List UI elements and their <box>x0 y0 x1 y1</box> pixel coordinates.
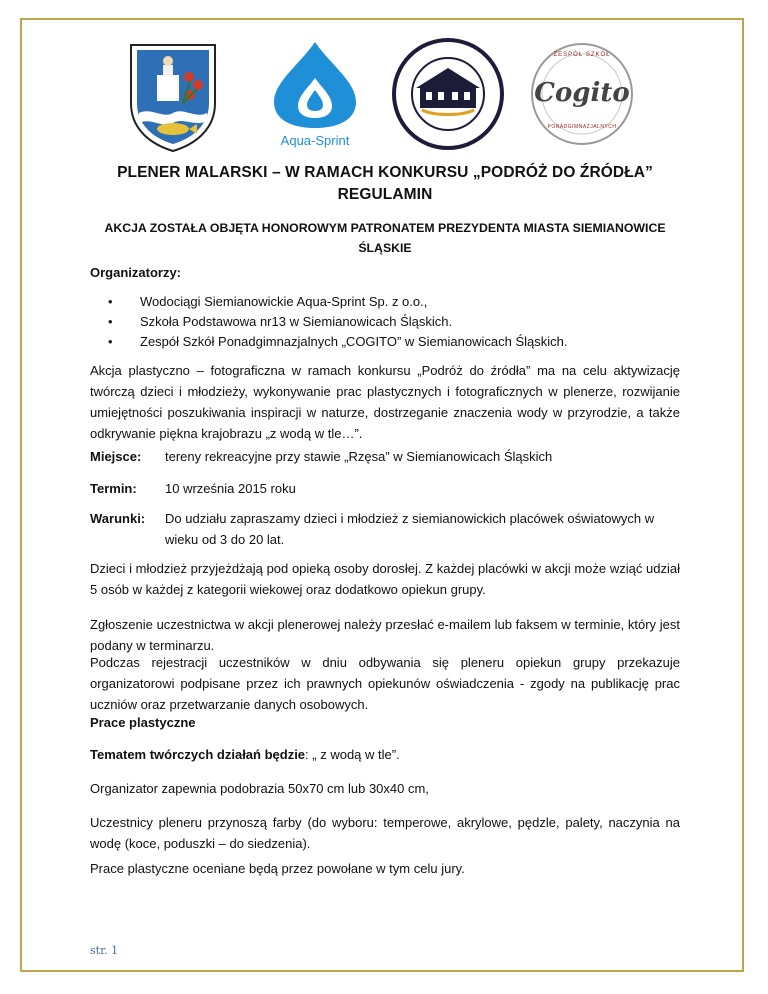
list-item: • Szkoła Podstawowa nr13 w Siemianowicach Śląskich. <box>108 312 567 332</box>
patronage-notice <box>90 218 680 258</box>
terms-label: Warunki: <box>90 511 146 526</box>
jury-paragraph: Prace plastyczne oceniane będą przez powołane w tym celu jury. <box>90 861 465 876</box>
page-number: str. 1 <box>90 944 119 957</box>
canvas-paragraph: Organizator zapewnia podobrazia 50x70 cm lub 30x40 cm, <box>90 781 429 796</box>
list-item: • Zespół Szkół Ponadgimnazjalnych „COGITO” w Siemianowicach Śląskich. <box>108 332 567 352</box>
cogito-ring-bottom: PONADGIMNAZJALNYCH <box>547 124 617 130</box>
cogito-ring-top: ZESPÓŁ SZKÓŁ <box>553 52 611 58</box>
coat-of-arms-logo <box>127 41 219 153</box>
cogito-logo <box>528 40 636 148</box>
aqua-sprint-logo <box>260 38 370 150</box>
place-value: tereny rekreacyjne przy stawie „Rzęsa” w Siemianowicach Śląskich <box>165 449 553 464</box>
theme-paragraph <box>90 744 680 765</box>
aqua-sprint-label: Aqua-Sprint <box>280 133 350 148</box>
supplies-paragraph: Uczestnicy pleneru przynoszą farby (do wyboru: temperowe, akrylowe, pędzle, palety, naczynia na wodę (koce, poduszki – do siedzenia). <box>90 815 680 851</box>
theme-label: Tematem twórczych działań będzie <box>90 747 306 762</box>
organizers-heading: Organizatorzy: <box>90 265 182 280</box>
guardian-paragraph: Dzieci i młodzież przyjeżdżają pod opieką osoby dorosłej. Z każdej placówki w akcji może wziąć udział 5 osób w każdej z kategorii wiekowej oraz dodatkowo opiekun grupy. <box>90 561 680 597</box>
terms-value: Do udziału zapraszamy dzieci i młodzież z siemianowickich placówek oświatowych w wieku od 3 do 20 lat. <box>165 511 655 547</box>
cogito-wordmark: Cogito <box>534 78 630 108</box>
date-label: Termin: <box>90 481 137 496</box>
water-drop-icon <box>260 38 370 130</box>
document-title: PLENER MALARSKI – W RAMACH KONKURSU „PODRÓŻ DO ŹRÓDŁA” <box>117 164 653 181</box>
registration-paragraph: Zgłoszenie uczestnictwa w akcji plenerowej należy przesłać e-mailem lub faksem w terminie, który jest podany w terminarzu. <box>90 617 680 653</box>
place-label: Miejsce: <box>90 449 142 464</box>
list-item: • Wodociągi Siemianowickie Aqua-Sprint Sp. z o.o., <box>108 292 567 312</box>
organizers-list <box>108 292 567 352</box>
document-subtitle: REGULAMIN <box>337 186 433 203</box>
patronage-line-1: AKCJA ZOSTAŁA OBJĘTA HONOROWYM PATRONATEM PREZYDENTA MIASTA SIEMIANOWICE <box>104 221 666 235</box>
patronage-line-2: ŚLĄSKIE <box>358 241 412 255</box>
theme-value: : „ z wodą w tle”. <box>305 747 400 762</box>
logo-bar <box>90 30 690 150</box>
art-heading: Prace plastyczne <box>90 715 196 730</box>
consent-paragraph: Podczas rejestracji uczestników w dniu odbywania się pleneru opiekun grupy przekazuje organizatorowi podpisane przez ich prawnych opiekunów oświadczenia - zgody na publikację prac uczniów oraz przetwarzanie danych osobowych. <box>90 655 680 712</box>
date-value: 10 września 2015 roku <box>165 481 296 496</box>
school-seal-logo <box>390 36 506 152</box>
intro-paragraph: Akcja plastyczno – fotograficzna w ramach konkursu „Podróż do źródła” ma na celu aktywizację twórczą dzieci i młodzieży, wykonywanie prac plastycznych i fotograficznych w plenerze, rozwijanie umiejętności poszukiwania inspiracji w naturze, dostrzeganie znaczenia wody w przyrodzie, a także odkrywanie piękna krajobrazu „z wodą w tle…”. <box>90 363 680 441</box>
